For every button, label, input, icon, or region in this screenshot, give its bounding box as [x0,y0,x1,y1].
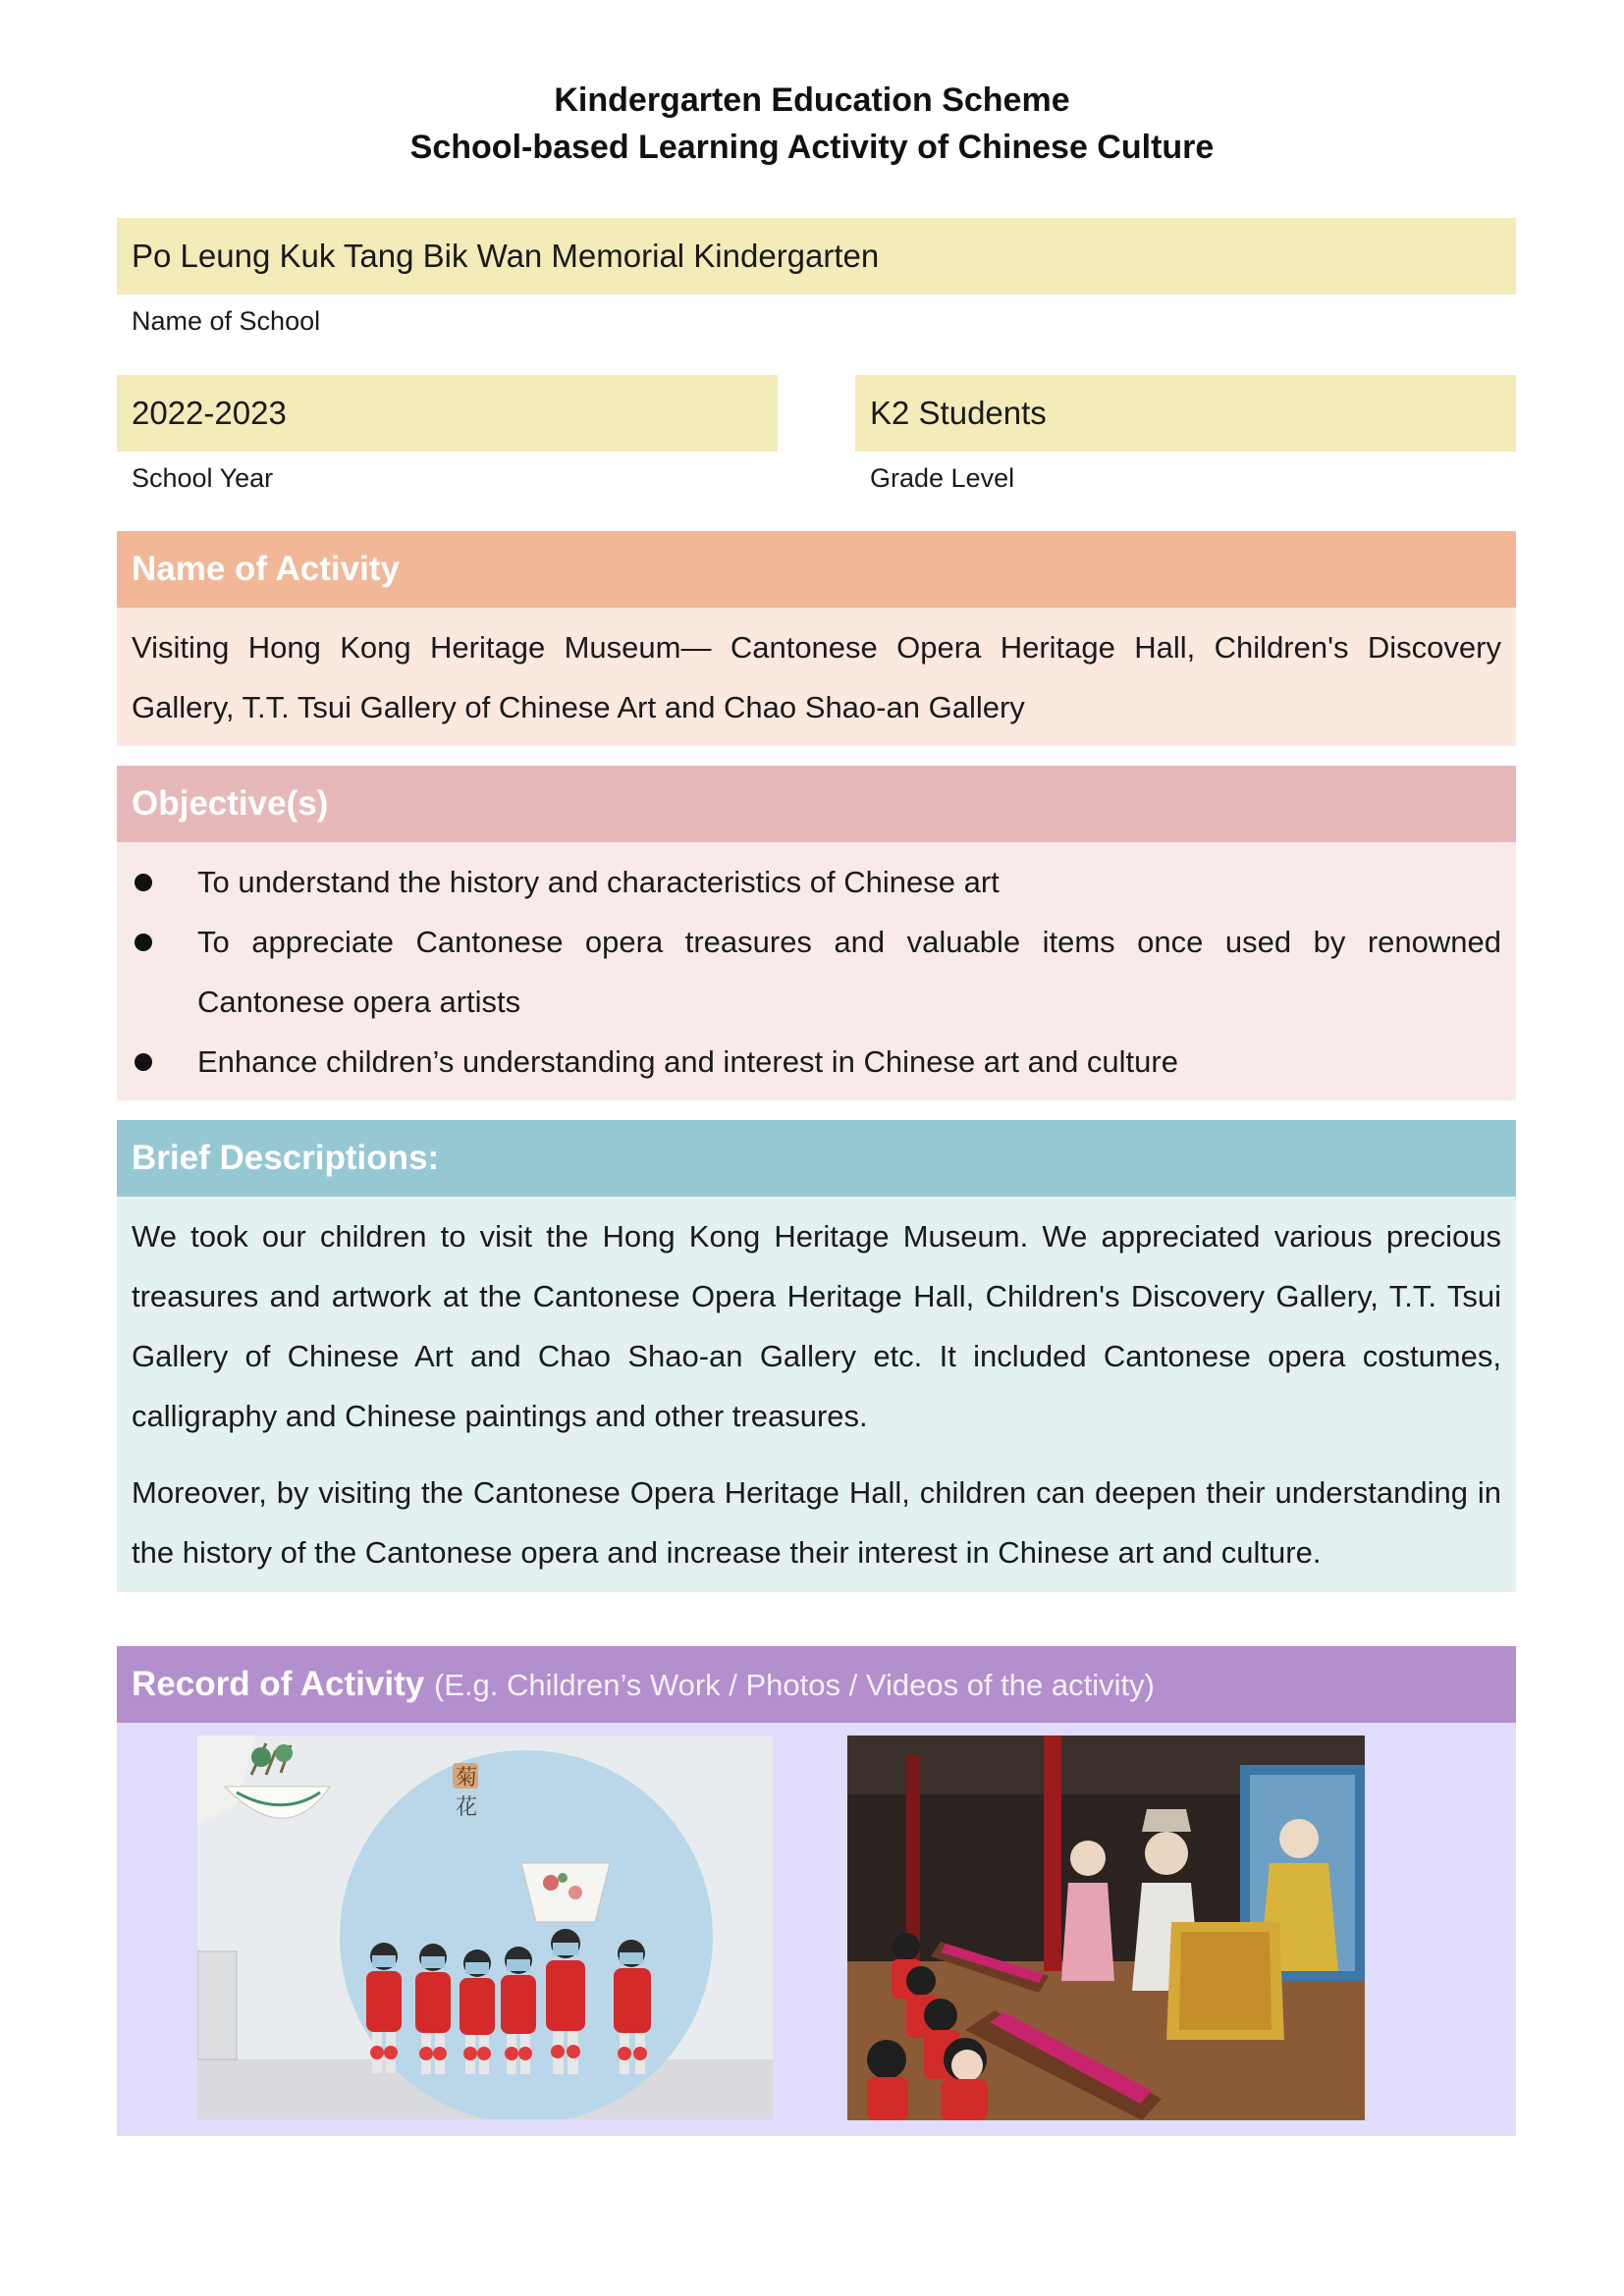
record-header [117,1646,1516,1723]
description-paragraph: We took our children to visit the Hong Kong Heritage Museum. We appreciated various precious treasures and artwork at the Cantonese Opera Heritage Hall, Children's Discovery Gallery, T.T. Tsui Gallery of Chinese Art and Chao Shao-an Gallery etc. It included Cantonese opera costumes, calligraphy and Chinese paintings and other treasures. [132,1219,1501,1433]
grade-level-label: Grade Level [870,463,1015,493]
objective-text: Enhance children’s understanding and interest in Chinese art and culture [197,1044,1178,1079]
bullet-icon [132,852,197,912]
school-name-field: Po Leung Kuk Tang Bik Wan Memorial Kindergarten [117,218,1516,294]
title-line-2: School-based Learning Activity of Chinese Culture [409,129,1215,166]
activity-name-text: Visiting Hong Kong Heritage Museum— Cantonese Opera Heritage Hall, Children's Discovery Gallery, T.T. Tsui Gallery of Chinese Art and Chao Shao-an Gallery [132,630,1501,724]
title-line-1: Kindergarten Education Scheme [554,81,1070,119]
record-header-hint: (E.g. Children’s Work / Photos / Videos of the activity) [433,1668,1155,1702]
objectives-header: Objective(s) [117,766,1516,842]
bullet-icon [132,912,197,972]
description-paragraph: Moreover, by visiting the Cantonese Opera Heritage Hall, children can deepen their understanding in the history of the Cantonese opera and increase their interest in Chinese art and culture. [132,1475,1501,1570]
school-name-label: Name of School [132,306,321,336]
activity-photo-opera-hall [847,1735,1365,2120]
activity-body [117,608,1516,746]
objective-item [132,1032,1501,1092]
objective-text: To appreciate Cantonese opera treasures and valuable items once used by renowned Cantonese opera artists [197,925,1501,1019]
objectives-body [117,842,1516,1100]
document-title [0,77,1624,171]
objective-item [132,912,1501,1032]
activity-header: Name of Activity [117,531,1516,608]
activity-photo-gallery [197,1735,773,2119]
objective-item [132,852,1501,912]
description-header: Brief Descriptions: [117,1120,1516,1197]
objective-text: To understand the history and characteristics of Chinese art [197,865,1000,899]
bullet-icon [132,1032,197,1092]
school-year-field: 2022-2023 [117,375,778,452]
school-year-label: School Year [132,463,274,493]
description-body [117,1197,1516,1592]
svg-text:花: 花 [456,1795,478,1820]
grade-level-field: K2 Students [855,375,1516,452]
record-header-title: Record of Activity [132,1665,425,1703]
photo-sign-text: 菊 [456,1766,478,1790]
